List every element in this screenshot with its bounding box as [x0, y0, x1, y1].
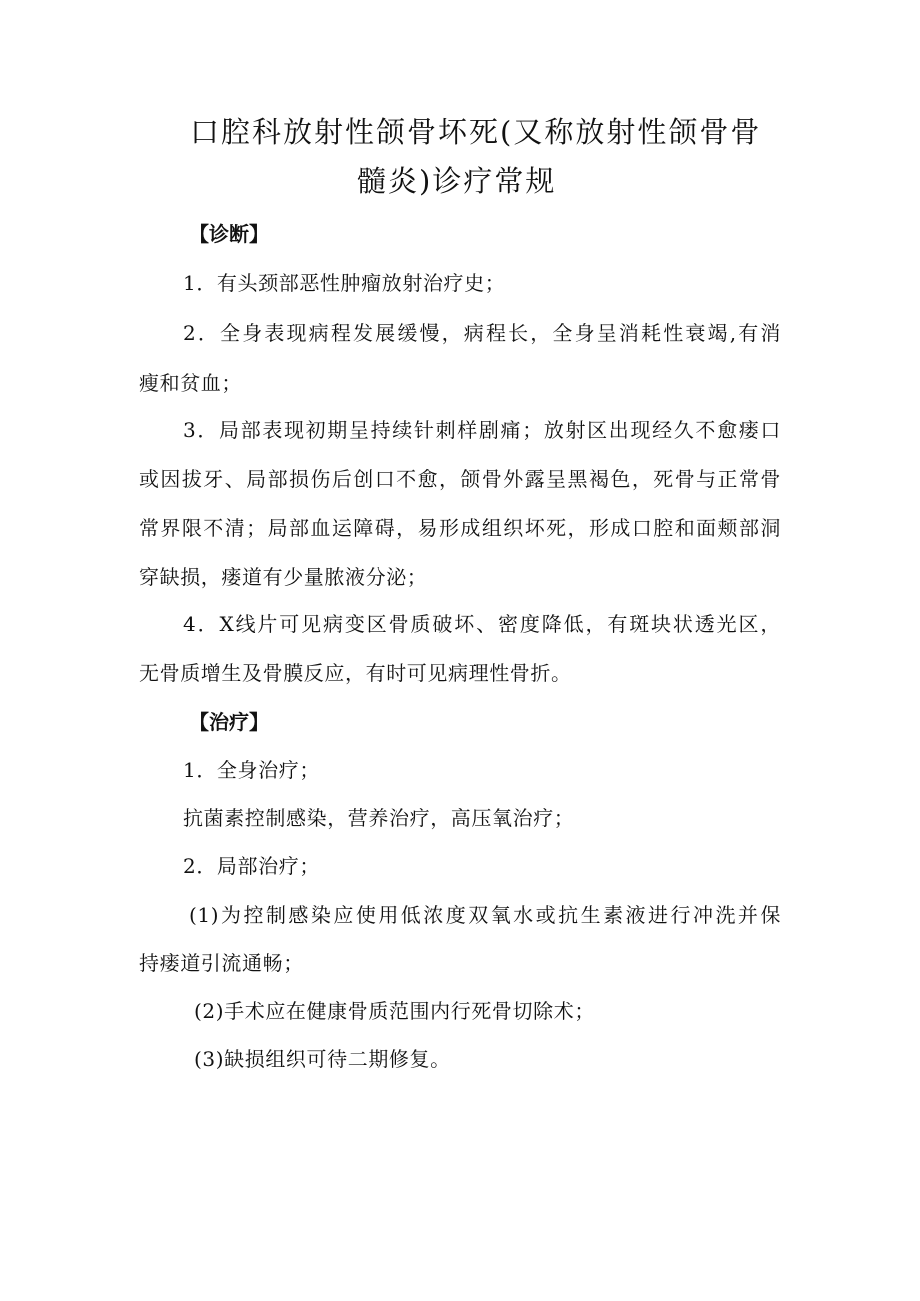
diagnosis-item-3-line-4: 穿缺损，瘘道有少量脓液分泌； — [139, 565, 428, 589]
treatment-sub-3: (3)缺损组织可待二期修复。 — [194, 1047, 451, 1071]
diagnosis-item-3-line-1: 3．局部表现初期呈持续针刺样剧痛；放射区出现经久不愈瘘口 — [183, 418, 781, 442]
document-title-line-2: 髓炎)诊疗常规 — [357, 164, 557, 198]
diagnosis-item-4-line-1: 4．X线片可见病变区骨质破坏、密度降低，有斑块状透光区， — [183, 612, 781, 636]
treatment-item-1-detail: 抗菌素控制感染，营养治疗，高压氧治疗； — [183, 806, 575, 830]
treatment-sub-1-line-2: 持瘘道引流通畅； — [139, 951, 304, 975]
diagnosis-item-4-line-2: 无骨质增生及骨膜反应，有时可见病理性骨折。 — [139, 661, 572, 685]
treatment-heading: 【治疗】 — [189, 710, 269, 734]
diagnosis-item-3-line-3: 常界限不清；局部血运障碍，易形成组织坏死，形成口腔和面颊部洞 — [139, 516, 781, 540]
diagnosis-item-2-line-2: 瘦和贫血； — [139, 371, 242, 395]
treatment-sub-1-line-1: (1)为控制感染应使用低浓度双氧水或抗生素液进行冲洗并保 — [189, 903, 781, 927]
treatment-item-1: 1．全身治疗； — [183, 758, 320, 782]
document-title-line-1: 口腔科放射性颌骨坏死(又称放射性颌骨骨 — [190, 115, 762, 149]
diagnosis-item-3-line-2: 或因拔牙、局部损伤后创口不愈，颌骨外露呈黑褐色，死骨与正常骨 — [139, 467, 781, 491]
diagnosis-heading: 【诊断】 — [189, 222, 269, 246]
treatment-item-2: 2．局部治疗； — [183, 854, 320, 878]
diagnosis-item-2-line-1: 2．全身表现病程发展缓慢，病程长，全身呈消耗性衰竭,有消 — [183, 321, 781, 345]
diagnosis-item-1: 1．有头颈部恶性肿瘤放射治疗史； — [183, 271, 506, 295]
treatment-sub-2: (2)手术应在健康骨质范围内行死骨切除术； — [194, 999, 595, 1023]
